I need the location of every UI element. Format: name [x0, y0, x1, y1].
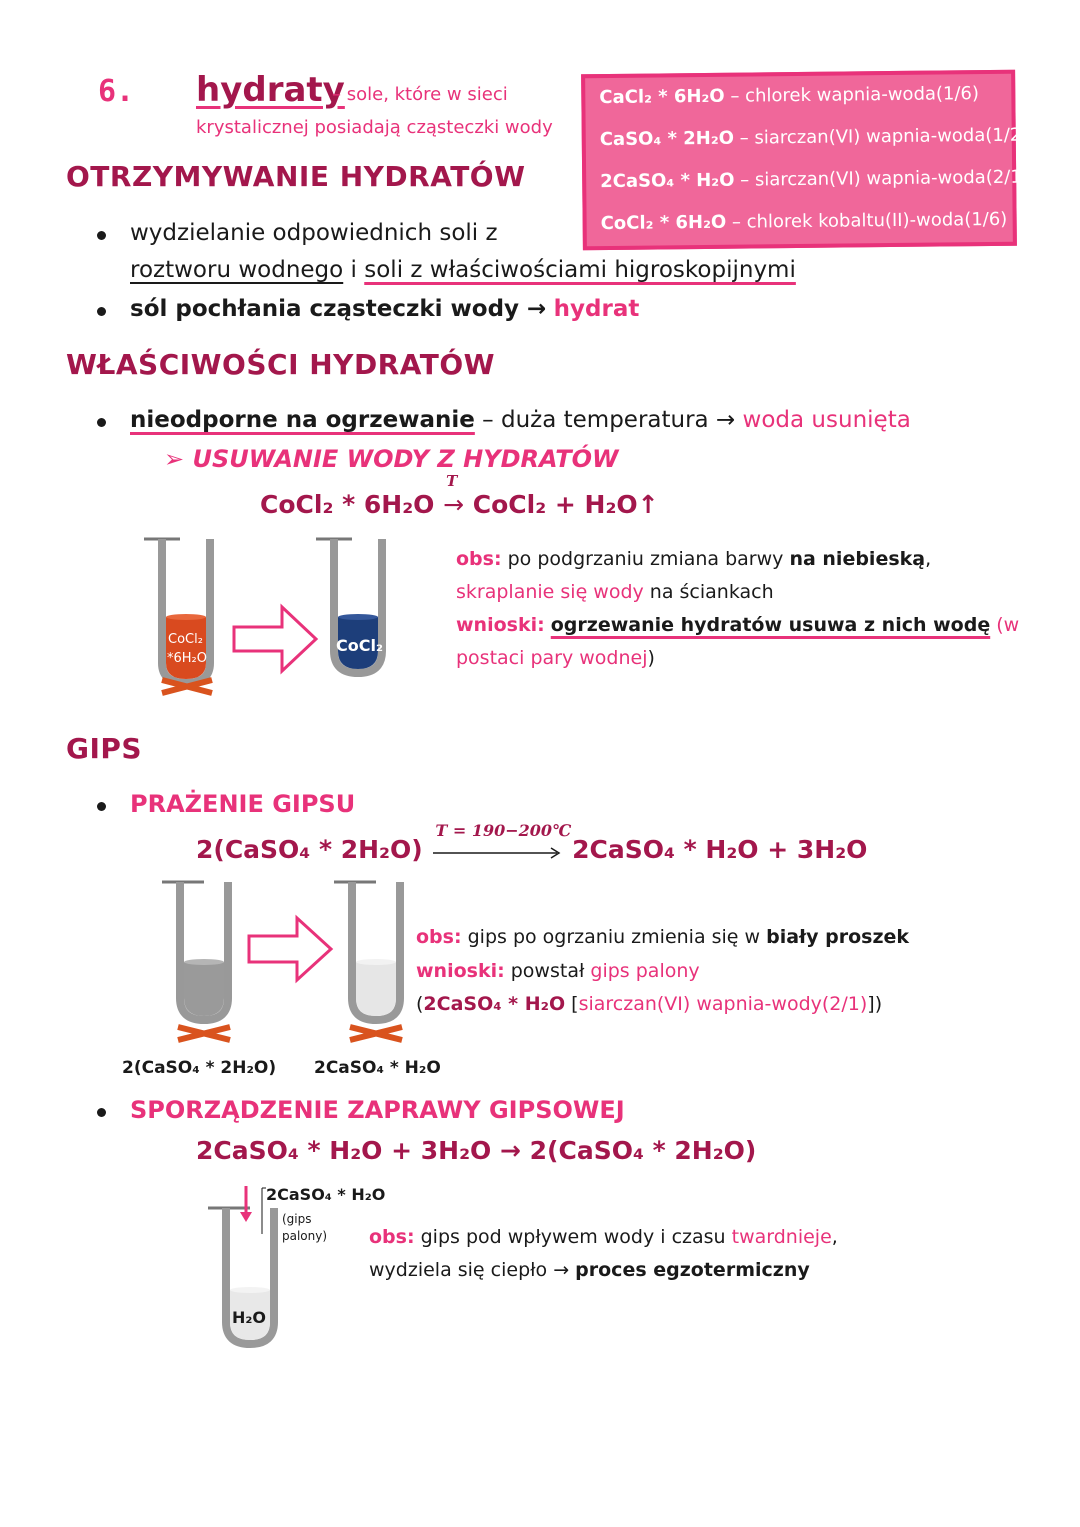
test-tube-blue [312, 535, 402, 685]
test-tube-red [140, 535, 230, 705]
obs3-label: obs: [369, 1226, 415, 1248]
reaction-zaprawa: 2CaSO₄ * H₂O + 3H₂O → 2(CaSO₄ * 2H₂O) [196, 1136, 757, 1165]
tube1-label-2: *6H₂O [167, 651, 207, 666]
paren-close: ]) [867, 993, 883, 1015]
obs-cocl2-line1 [456, 548, 931, 570]
obs3-line1 [369, 1226, 838, 1248]
obs-gips-bold: biały proszek [766, 926, 910, 948]
wnioski-cocl2-line2 [456, 647, 655, 669]
text-i: i [343, 257, 365, 283]
heading-zaprawa: SPORZĄDZENIE ZAPRAWY GIPSOWEJ [130, 1096, 625, 1124]
obs3-twardnieje: twardnieje [731, 1226, 832, 1248]
wnioski-label: wnioski: [456, 614, 545, 636]
tube-caption-calcined: 2CaSO₄ * H₂O [314, 1058, 441, 1078]
bullet-dot [97, 1108, 106, 1117]
bullet-dot [97, 307, 106, 316]
bullet-dot [97, 418, 106, 427]
text-sol-pochlania: sól pochłania cząsteczki wody → [130, 296, 547, 322]
prazenie-right: 2CaSO₄ * H₂O + 3H₂O [572, 835, 868, 864]
obs-cocl2-line2 [456, 581, 774, 603]
subheading-usuwanie-wody: ➢ USUWANIE WODY Z HYDRATÓW [164, 445, 619, 473]
tube1-label-1: CoCl₂ [168, 632, 203, 647]
text-woda-usunieta: woda usunięta [742, 407, 911, 433]
prazenie-condition: T = 190−200℃ [435, 821, 572, 840]
bullet-dot [97, 802, 106, 811]
paren-bracket: [ [565, 993, 579, 1015]
bullet-dot [97, 231, 106, 240]
wnioski-para-wodna: postaci pary wodnej [456, 647, 648, 669]
obs3-text: gips pod wpływem wody i czasu [414, 1226, 732, 1248]
text-roztworu-wodnego: roztworu wodnego [130, 257, 344, 283]
infobox-formula-3: 2CaSO₄ * H₂O [600, 169, 735, 193]
infobox-desc-3: – siarczan(VI) wapnia-woda(2/1) [740, 166, 1029, 191]
reaction-cocl2 [260, 472, 659, 519]
reaction-long-arrow-icon [433, 847, 563, 859]
infobox-formula-4: CoCl₂ * 6H₂O [600, 211, 727, 235]
otrzymywanie-bullet1-line2 [130, 257, 796, 283]
prazenie-left: 2(CaSO₄ * 2H₂O) [196, 835, 423, 864]
obs3-egzotermiczny: proces egzotermiczny [575, 1259, 810, 1281]
obs-gips-text: gips po ogrzaniu zmienia się w [461, 926, 767, 948]
obs-gips-label: obs: [416, 926, 462, 948]
test-tube-gypsum [158, 878, 248, 1048]
tube2-label: CoCl₂ [336, 636, 383, 655]
reaction-condition: T [446, 472, 458, 490]
wnioski-end: ) [647, 647, 655, 669]
heading-wlasciwosci: WŁAŚCIWOŚCI HYDRATÓW [66, 348, 496, 381]
tube3-note-1: (gips [282, 1212, 312, 1226]
section-number: 6. [98, 74, 135, 109]
paren-open: ( [416, 993, 424, 1015]
text-duza-temperatura: – duża temperatura → [474, 407, 743, 433]
paren-name: siarczan(VI) wapnia-wody(2/1) [578, 993, 868, 1015]
obs-gips-line1 [416, 926, 909, 948]
obs-text1: po podgrzaniu zmiana barwy [501, 548, 790, 570]
otrzymywanie-bullet1-line1: wydzielanie odpowiednich soli z [130, 220, 498, 246]
tube3-note-2: palony) [282, 1229, 328, 1243]
obs-label: obs: [456, 548, 502, 570]
wlasciwosci-bullet [130, 407, 911, 433]
obs3-cieplo: wydziela się ciepło → [369, 1259, 576, 1281]
title-definition-line2: krystalicznej posiadają cząsteczki wody [196, 117, 553, 138]
heading-otrzymywanie: OTRZYMYWANIE HYDRATÓW [66, 160, 526, 193]
obs3-line2 [369, 1259, 810, 1281]
infobox-formula-1: CaCl₂ * 6H₂O [599, 85, 725, 109]
infobox-desc-1: – chlorek wapnia-woda(1/6) [730, 83, 980, 107]
wnioski-gips-text: powstał [504, 960, 591, 982]
wnioski-cocl2-line1 [456, 614, 1019, 636]
obs-bold: na niebieską [789, 548, 926, 570]
title-word: hydraty [196, 70, 345, 110]
wnioski-gips-label: wnioski: [416, 960, 505, 982]
title-definition-line1: – sole, które w sieci [332, 84, 508, 105]
obs3-comma: , [831, 1226, 838, 1248]
text-nieodporne: nieodporne na ogrzewanie [130, 407, 475, 433]
tube3-top-label: 2CaSO₄ * H₂O [266, 1185, 386, 1204]
hydrate-names-box [581, 70, 1029, 251]
paren-formula: 2CaSO₄ * H₂O [423, 993, 566, 1015]
wnioski-bold: ogrzewanie hydratów usuwa z nich wodę [550, 614, 991, 636]
infobox-desc-4: – chlorek kobaltu(II)-woda(1/6) [731, 208, 1008, 233]
obs-skraplanie: skraplanie się wody [456, 581, 644, 603]
obs-scianki: na ściankach [643, 581, 774, 603]
reaction-right: CoCl₂ + H₂O↑ [472, 490, 659, 519]
otrzymywanie-bullet2 [130, 296, 639, 322]
tube-caption-gypsum: 2(CaSO₄ * 2H₂O) [122, 1058, 277, 1078]
reaction-arrow: → [443, 490, 465, 519]
text-hydrat: hydrat [553, 296, 640, 322]
arrow-right-icon [247, 914, 333, 984]
heading-prazenie: PRAŻENIE GIPSU [130, 790, 356, 818]
reaction-prazenie [196, 821, 868, 864]
obs-text2: , [925, 548, 932, 570]
heading-gips: GIPS [66, 732, 143, 765]
wnioski-gips-palony: gips palony [590, 960, 700, 982]
text-higroskopijne: soli z właściwościami higroskopijnymi [364, 257, 796, 283]
infobox-formula-2: CaSO₄ * 2H₂O [599, 127, 735, 151]
wnioski-gips-line1 [416, 960, 700, 982]
tube3-label: H₂O [232, 1308, 266, 1327]
arrow-right-icon [232, 603, 318, 675]
wnioski-paren: (w [990, 614, 1020, 636]
reaction-left: CoCl₂ * 6H₂O [260, 490, 435, 519]
test-tube-water [204, 1184, 314, 1354]
test-tube-calcined-gypsum [330, 878, 420, 1048]
wnioski-gips-line2 [416, 993, 882, 1015]
infobox-desc-2: – siarczan(VI) wapnia-woda(1/2) [739, 124, 1029, 149]
